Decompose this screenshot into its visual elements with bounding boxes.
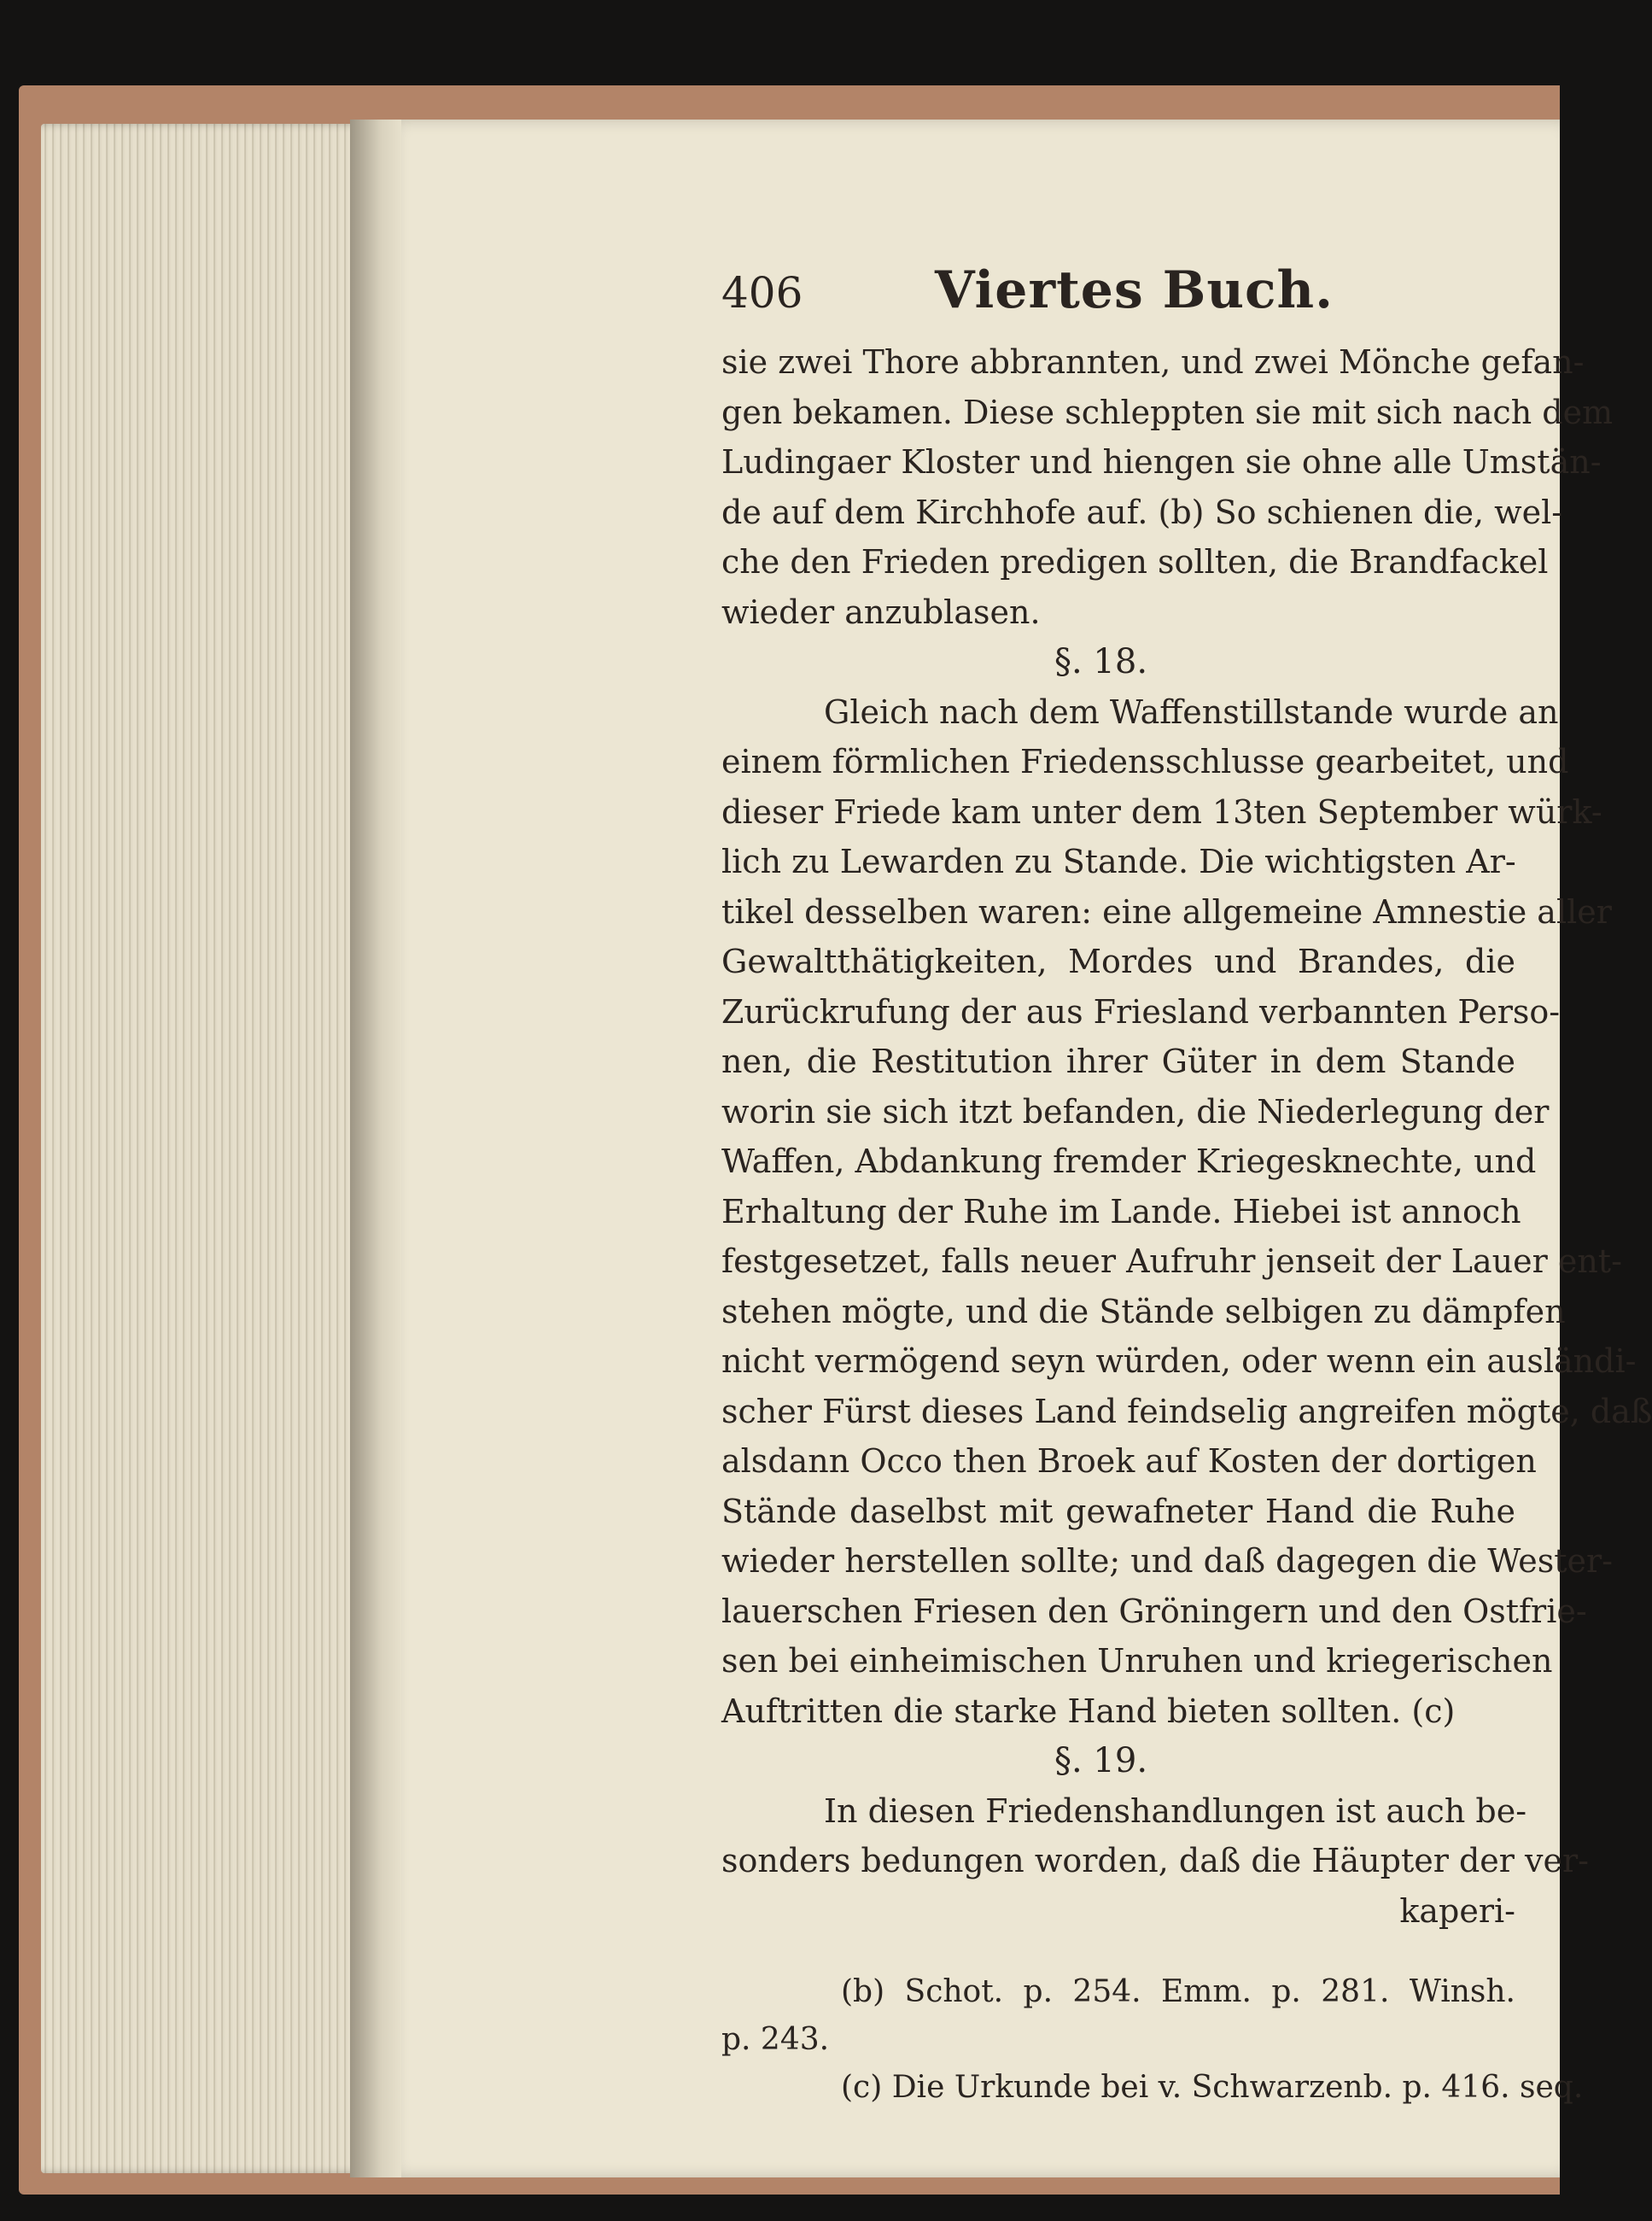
text-line: wieder anzublasen. — [721, 593, 1041, 631]
text-line: sonders bedungen worden, daß die Häupter der ver- — [721, 1842, 1589, 1879]
text-line: In diesen Friedenshandlungen ist auch be- — [824, 1791, 1527, 1830]
page-gutter — [350, 120, 401, 2177]
text-line: lich zu Lewarden zu Stande. Die wichtigsten Ar- — [721, 843, 1516, 880]
text-line: alsdann Occo then Broek auf Kosten der dortigen — [721, 1442, 1537, 1480]
page-header — [721, 260, 1515, 337]
text-line: worin sie sich itzt befanden, die Niederlegung der — [721, 1092, 1550, 1131]
text-block — [721, 260, 1652, 2112]
text-line: Erhaltung der Ruhe im Lande. Hiebei ist annoch — [721, 1192, 1521, 1230]
text-line: Gewaltthätigkeiten, Mordes und Brandes, die — [721, 943, 1515, 980]
section-heading: §. 19. — [1054, 1741, 1148, 1780]
footnote-line: (c) Die Urkunde bei v. Schwarzenb. p. 416. seq. — [841, 2070, 1584, 2105]
footnote-line: (b) Schot. p. 254. Emm. p. 281. Winsh. — [841, 1974, 1515, 2009]
page-edges — [41, 124, 365, 2173]
text-line: nen, die Restitution ihrer Güter in dem Stande — [721, 1043, 1515, 1080]
section-heading: §. 18. — [1054, 642, 1148, 681]
page-number: 406 — [721, 268, 803, 318]
text-line: Waffen, Abdankung fremder Kriegesknechte, und — [721, 1143, 1537, 1180]
footnotes — [721, 1968, 1584, 2112]
catchword: kaperi- — [1399, 1891, 1515, 1930]
text-line: wieder herstellen sollte; und daß dagegen die Wester- — [721, 1542, 1613, 1580]
text-line: sie zwei Thore abbrannten, und zwei Mönche gefan- — [721, 343, 1585, 381]
text-line: che den Frieden predigen sollten, die Brandfackel — [721, 543, 1549, 581]
text-line: gen bekamen. Diese schleppten sie mit sich nach dem — [721, 393, 1614, 431]
text-line: tikel desselben waren: eine allgemeine Amnestie aller — [721, 892, 1612, 931]
text-line: Gleich nach dem Waffenstillstande wurde an — [824, 693, 1559, 731]
text-line: festgesetzet, falls neuer Aufruhr jenseit der Lauer ent- — [721, 1242, 1622, 1280]
text-line: Ludingaer Kloster und hiengen sie ohne alle Umstän- — [721, 443, 1602, 481]
text-line: de auf dem Kirchhofe auf. (b) So schienen die, wel- — [721, 493, 1563, 531]
text-line: sen bei einheimischen Unruhen und kriegerischen — [721, 1642, 1553, 1680]
text-line: nicht vermögend seyn würden, oder wenn ein ausländi- — [721, 1342, 1637, 1380]
text-line: stehen mögte, und die Stände selbigen zu dämpfen — [721, 1292, 1566, 1330]
text-line: lauerschen Friesen den Gröningern und den Ostfrie- — [721, 1592, 1587, 1630]
text-line: scher Fürst dieses Land feindselig angreifen mögte, daß — [721, 1392, 1652, 1430]
running-head: Viertes Buch. — [935, 260, 1334, 320]
text-line: einem förmlichen Friedensschlusse gearbeitet, und — [721, 743, 1569, 780]
text-line: Stände daselbst mit gewafneter Hand die Ruhe — [721, 1492, 1515, 1530]
text-line: Zurückrufung der aus Friesland verbannten Perso- — [721, 992, 1561, 1031]
text-line: Auftritten die starke Hand bieten sollten. (c) — [721, 1692, 1456, 1730]
footnote-line: p. 243. — [721, 2022, 830, 2057]
text-line: dieser Friede kam unter dem 13ten September würk- — [721, 792, 1602, 831]
